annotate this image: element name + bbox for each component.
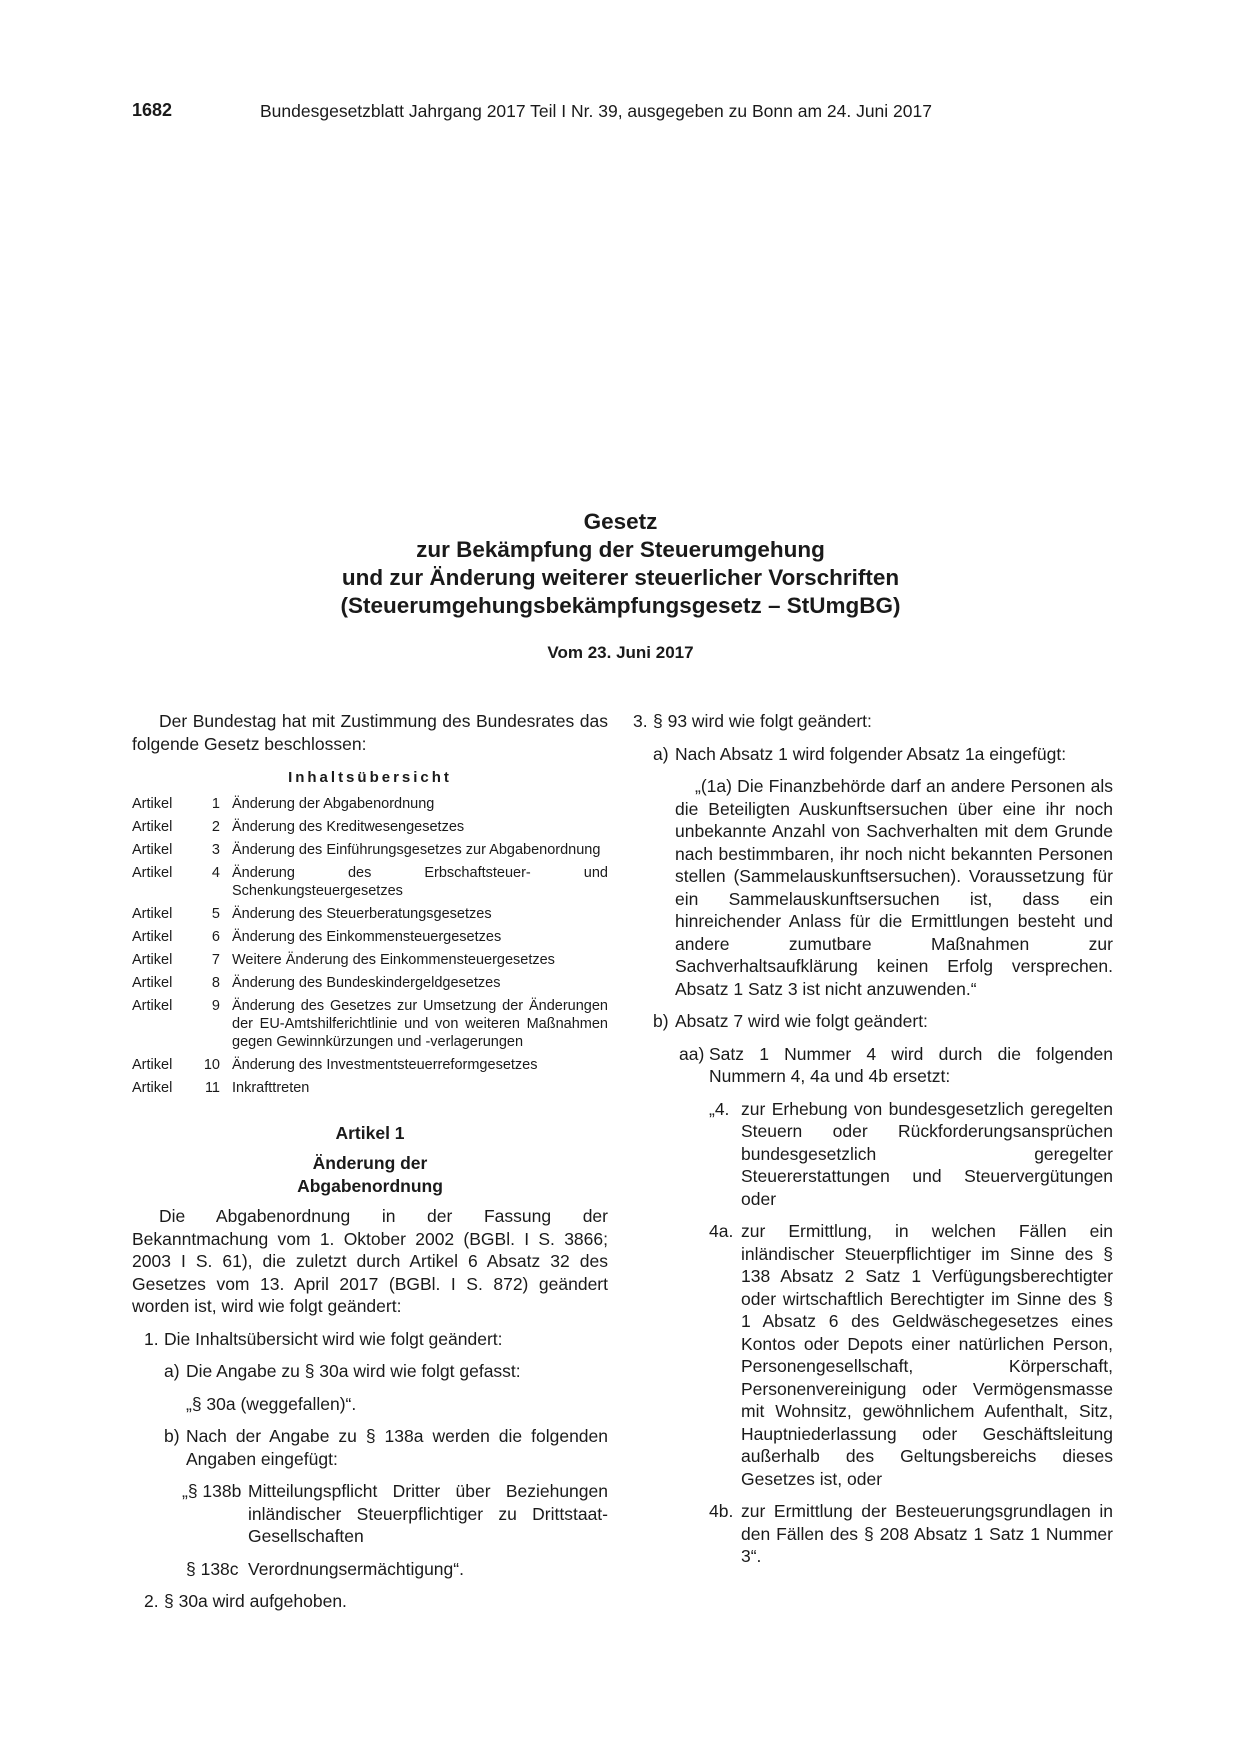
toc-row (132, 928, 608, 951)
toc-article-number: 4 (211, 864, 220, 881)
quote-138c (132, 1558, 608, 1581)
toc-article-number: 10 (203, 1056, 220, 1073)
toc-row (132, 905, 608, 928)
page-number: 1682 (132, 100, 173, 120)
sub-item-text: Nach der Angabe zu § 138a werden die folgenden Angaben eingefügt: (186, 1426, 608, 1469)
toc-article-text: Änderung des Erbschaftsteuer- und Schenkungsteuergesetzes (232, 864, 608, 899)
toc-row (132, 974, 608, 997)
number-4a (633, 1220, 1113, 1490)
toc-article-label: Artikel (132, 795, 173, 812)
list-item-label: 1. (144, 1328, 159, 1349)
number-text: zur Erhebung von bundesgesetzlich geregelten Steuern oder Rückforderungsansprüchen bundesgesetzlich geregelter Steuererstattungen und Steuervergütungen oder (741, 1098, 1113, 1209)
sub-sub-item-aa (633, 1043, 1113, 1088)
title-line-4: (Steuerumgehungsbekämpfungsgesetz – StUmgBG) (340, 593, 901, 618)
toc-article-label: Artikel (132, 864, 173, 881)
list-item-text: Die Inhaltsübersicht wird wie folgt geändert: (164, 1328, 503, 1349)
toc-article-text: Änderung des Investmentsteuerreformgesetzes (232, 1056, 538, 1073)
toc-article-text: Änderung der Abgabenordnung (232, 795, 435, 812)
toc-article-number: 9 (211, 997, 220, 1014)
toc-article-text: Weitere Änderung des Einkommensteuergesetzes (232, 951, 555, 968)
toc-article-label: Artikel (132, 818, 173, 835)
list-item-text: § 93 wird wie folgt geändert: (653, 711, 872, 731)
quote-absatz-1a: „(1a) Die Finanzbehörde darf an andere Personen als die Beteiligten Auskunftsersuchen über eine ihr noch unbekannte Anzahl von Sachverhalten mit dem Grunde nach bestimmbaren, ihr noch nicht bekannten Personen stellen (Sammelauskunftsersuchen). Voraussetzung für ein Sammelauskunftsersuchen ist, dass ein hinreichender Anlass für die Ermittlungen besteht und andere zumutbare Maßnahmen zur Sachverhaltsaufklärung keinen Erfolg versprechen. Absatz 1 Satz 3 ist nicht anzuwenden.“ (675, 776, 1113, 999)
sub-item-label: b) (653, 1011, 669, 1031)
quote-30a: „§ 30a (weggefallen)“. (186, 1393, 357, 1414)
toc-article-number: 8 (211, 974, 220, 991)
toc-article-number: 11 (204, 1079, 220, 1096)
toc-article-text: Inkrafttreten (232, 1079, 310, 1096)
sub-item-label: a) (653, 743, 669, 764)
toc-article-label: Artikel (132, 997, 173, 1014)
list-item-3 (633, 710, 1113, 733)
toc-article-label: Artikel (132, 1056, 173, 1073)
sub-sub-item-label: aa) (679, 1043, 705, 1064)
title-line-1: Gesetz (583, 509, 658, 534)
sub-item-label: b) (164, 1426, 180, 1446)
toc-article-text: Änderung des Kreditwesengesetzes (232, 818, 465, 835)
toc-article-text: Änderung des Steuerberatungsgesetzes (232, 905, 492, 922)
article-1-subtitle-line-1: Änderung der (312, 1153, 428, 1173)
toc-article-number: 7 (211, 951, 220, 968)
number-label: „4. (709, 1098, 730, 1119)
table-of-contents (132, 795, 608, 1102)
toc-row (132, 818, 608, 841)
sub-item-1a (132, 1360, 608, 1383)
sub-item-text: Die Angabe zu § 30a wird wie folgt gefasst: (186, 1361, 521, 1381)
article-1-subtitle (132, 1152, 608, 1197)
sub-item-text: Nach Absatz 1 wird folgender Absatz 1a eingefügt: (675, 743, 1067, 764)
sub-item-3b (633, 1010, 1113, 1033)
toc-article-label: Artikel (132, 1079, 173, 1096)
list-item-label: 2. (144, 1591, 159, 1611)
number-4 (633, 1098, 1113, 1211)
quote-label: „§ 138b (182, 1481, 242, 1501)
toc-row (132, 795, 608, 818)
list-item-1 (132, 1328, 608, 1351)
toc-article-text: Änderung des Gesetzes zur Umsetzung der Änderungen der EU-Amtshilferichtlinie und von weiteren Maßnahmen gegen Gewinnkürzungen und -verlagerungen (232, 997, 608, 1050)
list-item-label: 3. (633, 711, 648, 731)
sub-item-label: a) (164, 1361, 180, 1381)
quote-text: Mitteilungspflicht Dritter über Beziehungen inländischer Steuerpflichtiger zu Drittstaat-Gesellschaften (248, 1481, 608, 1546)
toc-article-label: Artikel (132, 928, 173, 945)
sub-item-3a (633, 743, 1113, 766)
number-label: 4a. (709, 1221, 734, 1241)
toc-article-number: 5 (211, 905, 220, 922)
number-text: zur Ermittlung der Besteuerungsgrundlagen in den Fällen des § 208 Absatz 1 Satz 1 Nummer 3“. (741, 1501, 1113, 1566)
quote-138b (132, 1480, 608, 1548)
list-item-2 (132, 1590, 608, 1613)
toc-article-number: 1 (211, 795, 220, 812)
law-title (0, 508, 1241, 620)
article-1-subtitle-line-2: Abgabenordnung (297, 1175, 443, 1196)
title-line-2: zur Bekämpfung der Steuerumgehung (416, 537, 825, 562)
toc-row (132, 1079, 608, 1102)
toc-heading: Inhaltsübersicht (288, 769, 452, 786)
header-text: Bundesgesetzblatt Jahrgang 2017 Teil I Nr. 39, ausgegeben zu Bonn am 24. Juni 2017 (260, 101, 932, 121)
right-column (633, 710, 1113, 1568)
toc-row (132, 951, 608, 974)
article-1-title: Artikel 1 (335, 1122, 405, 1143)
sub-item-text: Absatz 7 wird wie folgt geändert: (675, 1011, 928, 1031)
sub-sub-item-text: Satz 1 Nummer 4 wird durch die folgenden Nummern 4, 4a und 4b ersetzt: (709, 1043, 1113, 1086)
toc-row (132, 997, 608, 1056)
toc-article-label: Artikel (132, 905, 173, 922)
toc-article-number: 6 (211, 928, 220, 945)
toc-article-label: Artikel (132, 974, 173, 991)
toc-article-text: Änderung des Bundeskindergeldgesetzes (232, 974, 501, 991)
toc-row (132, 1056, 608, 1079)
list-item-text: § 30a wird aufgehoben. (164, 1591, 347, 1611)
toc-article-text: Änderung des Einkommensteuergesetzes (232, 928, 502, 945)
number-text: zur Ermittlung, in welchen Fällen ein inländischer Steuerpflichtiger im Sinne des § 138 Absatz 2 Satz 1 Verfügungsberechtigter oder wirtschaftlich Berechtigter im Sinne des § 1 Absatz 6 des Geldwäschegesetzes eines Kontos oder Depots einer natürlichen Person, Personengesellschaft, Körperschaft, Personenvereinigung oder Vermögensmasse mit Wohnsitz, gewöhnlichem Aufenthalt, Sitz, Hauptniederlassung oder Geschäftsleitung außerhalb des Geltungsbereichs dieses Gesetzes ist, oder (741, 1221, 1113, 1489)
toc-article-label: Artikel (132, 841, 173, 858)
page-header (132, 100, 932, 121)
sub-item-1b (132, 1425, 608, 1470)
toc-row (132, 841, 608, 864)
toc-article-text: Änderung des Einführungsgesetzes zur Abgabenordnung (232, 841, 601, 858)
number-4b (633, 1500, 1113, 1568)
number-label: 4b. (709, 1501, 734, 1521)
left-column (132, 710, 608, 1613)
quote-label: § 138c (186, 1558, 239, 1579)
law-date: Vom 23. Juni 2017 (547, 643, 694, 662)
toc-article-number: 2 (211, 818, 220, 835)
toc-article-number: 3 (211, 841, 220, 858)
article-1-intro: Die Abgabenordnung in der Fassung der Bekanntmachung vom 1. Oktober 2002 (BGBl. I S. 3866; 2003 I S. 61), die zuletzt durch Artikel 6 Absatz 32 des Gesetzes vom 13. April 2017 (BGBl. I S. 872) geändert worden ist, wird wie folgt geändert: (132, 1206, 608, 1316)
toc-article-label: Artikel (132, 951, 173, 968)
title-line-3: und zur Änderung weiterer steuerlicher Vorschriften (341, 565, 900, 590)
toc-row (132, 864, 608, 905)
intro-paragraph: Der Bundestag hat mit Zustimmung des Bundesrates das folgende Gesetz beschlossen: (132, 711, 608, 754)
quote-text: Verordnungsermächtigung“. (248, 1558, 464, 1579)
